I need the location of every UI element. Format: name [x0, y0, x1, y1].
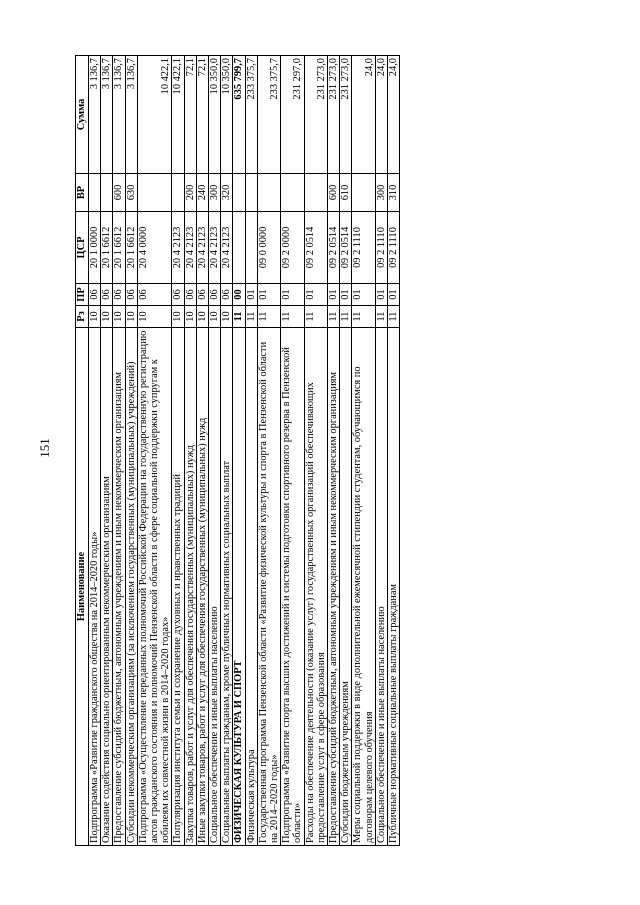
- cell-vr: 610: [340, 174, 352, 212]
- cell-rz: 10: [125, 306, 137, 328]
- cell-rz: 10: [101, 306, 113, 328]
- cell-sum: 24,0: [388, 56, 400, 174]
- table-row: [101, 56, 113, 846]
- cell-csr: 09 2 0514: [304, 212, 327, 284]
- cell-pr: 06: [125, 284, 137, 306]
- cell-name: Иные закупки товаров, работ и услуг для обеспечения государственных (муниципальных) нужд: [196, 328, 208, 846]
- cell-sum: 231 273,0: [340, 56, 352, 174]
- cell-rz: 11: [245, 306, 257, 328]
- cell-pr: 01: [388, 284, 400, 306]
- cell-rz: 11: [352, 306, 375, 328]
- cell-sum: 635 799,7: [233, 56, 245, 174]
- cell-pr: 01: [340, 284, 352, 306]
- cell-vr: [352, 174, 375, 212]
- table-row: [233, 56, 245, 846]
- cell-pr: 06: [89, 284, 101, 306]
- table-row: [137, 56, 172, 846]
- cell-vr: 300: [375, 174, 387, 212]
- cell-pr: 06: [113, 284, 125, 306]
- cell-sum: 10 422,1: [172, 56, 184, 174]
- cell-vr: [281, 174, 304, 212]
- cell-name: Популяризация института семьи и сохранение духовных и нравственных традиций: [172, 328, 184, 846]
- cell-rz: 10: [196, 306, 208, 328]
- cell-name: Социальные выплаты гражданам, кроме публичных нормативных социальных выплат: [221, 328, 233, 846]
- cell-vr: [233, 174, 245, 212]
- cell-name: Меры социальной поддержки в виде дополнительной ежемесячной стипендии студентам, обучающимся по договорам целевого обучения: [352, 328, 375, 846]
- cell-sum: 3 136,7: [89, 56, 101, 174]
- cell-csr: 09 2 0514: [340, 212, 352, 284]
- cell-csr: 09 0 0000: [257, 212, 280, 284]
- table-row: [328, 56, 340, 846]
- table-row: [281, 56, 304, 846]
- cell-name: Подпрограмма «Осуществление переданных полномочий Российской Федерации на государственную регистрацию актов гражданского состояния и полномочий Пензенской области в сфере социальной поддержки супругам к юбилеям их совместной жизни в 2014–2020 годах»: [137, 328, 172, 846]
- cell-sum: 231 273,0: [328, 56, 340, 174]
- cell-vr: [89, 174, 101, 212]
- cell-sum: 24,0: [352, 56, 375, 174]
- cell-pr: 06: [101, 284, 113, 306]
- page-number: 151: [37, 438, 52, 458]
- cell-rz: 10: [221, 306, 233, 328]
- table-body: [89, 56, 400, 846]
- cell-vr: 320: [221, 174, 233, 212]
- cell-csr: 20 1 6612: [125, 212, 137, 284]
- table-row: [304, 56, 327, 846]
- cell-rz: 11: [233, 306, 245, 328]
- cell-vr: [257, 174, 280, 212]
- cell-pr: 01: [257, 284, 280, 306]
- cell-pr: 00: [233, 284, 245, 306]
- cell-rz: 10: [113, 306, 125, 328]
- cell-rz: 10: [209, 306, 221, 328]
- cell-rz: 11: [281, 306, 304, 328]
- header-vr: ВР: [76, 174, 89, 212]
- cell-pr: 06: [172, 284, 184, 306]
- cell-sum: 231 273,0: [304, 56, 327, 174]
- cell-name: Физическая культура: [245, 328, 257, 846]
- cell-csr: 20 4 2123: [172, 212, 184, 284]
- table-row: [245, 56, 257, 846]
- cell-csr: 20 1 6612: [101, 212, 113, 284]
- cell-csr: 09 2 1110: [352, 212, 375, 284]
- cell-sum: 24,0: [375, 56, 387, 174]
- cell-pr: 01: [304, 284, 327, 306]
- cell-pr: 01: [281, 284, 304, 306]
- table-row: [209, 56, 221, 846]
- cell-sum: 10 422,1: [137, 56, 172, 174]
- cell-sum: 3 136,7: [113, 56, 125, 174]
- cell-name: Оказание содействия социально ориентированным некоммерческим организациям: [101, 328, 113, 846]
- table-header-row: [76, 56, 89, 846]
- cell-vr: 300: [209, 174, 221, 212]
- cell-vr: [101, 174, 113, 212]
- cell-name: Подпрограмма «Развитие спорта высших достижений и системы подготовки спортивного резерва в Пензенской области»: [281, 328, 304, 846]
- table-row: [375, 56, 387, 846]
- cell-csr: 20 4 2123: [196, 212, 208, 284]
- cell-pr: 01: [352, 284, 375, 306]
- cell-csr: 20 1 0000: [89, 212, 101, 284]
- header-csr: ЦСР: [76, 212, 89, 284]
- table-row: [221, 56, 233, 846]
- cell-name: Предоставление субсидий бюджетным, автономным учреждениям и иным некоммерческим организациям: [328, 328, 340, 846]
- cell-rz: 10: [89, 306, 101, 328]
- cell-rz: 11: [375, 306, 387, 328]
- cell-name: Предоставление субсидий бюджетным, автономным учреждениям и иным некоммерческим организациям: [113, 328, 125, 846]
- cell-rz: 11: [304, 306, 327, 328]
- cell-rz: 11: [340, 306, 352, 328]
- cell-name: Субсидии бюджетным учреждениям: [340, 328, 352, 846]
- table-row: [257, 56, 280, 846]
- cell-rz: 10: [184, 306, 196, 328]
- cell-vr: [245, 174, 257, 212]
- cell-name: Субсидии некоммерческим организациям (за исключением государственных (муниципальных) учреждений): [125, 328, 137, 846]
- cell-sum: 3 136,7: [101, 56, 113, 174]
- cell-csr: 20 4 0000: [137, 212, 172, 284]
- cell-csr: 09 2 1110: [375, 212, 387, 284]
- cell-sum: 231 297,0: [281, 56, 304, 174]
- cell-sum: 10 350,0: [209, 56, 221, 174]
- cell-pr: 06: [209, 284, 221, 306]
- header-pr: ПР: [76, 284, 89, 306]
- cell-name: Социальное обеспечение и иные выплаты населению: [375, 328, 387, 846]
- cell-sum: 233 375,7: [245, 56, 257, 174]
- cell-csr: 09 2 0514: [328, 212, 340, 284]
- rotated-page-content: [75, 56, 565, 846]
- cell-name: Публичные нормативные социальные выплаты гражданам: [388, 328, 400, 846]
- cell-sum: 10 350,0: [221, 56, 233, 174]
- cell-vr: [304, 174, 327, 212]
- cell-sum: 3 136,7: [125, 56, 137, 174]
- cell-vr: 200: [184, 174, 196, 212]
- budget-table: [75, 55, 400, 846]
- cell-csr: 20 4 2123: [221, 212, 233, 284]
- cell-sum: 72,1: [184, 56, 196, 174]
- cell-pr: 06: [137, 284, 172, 306]
- cell-csr: [233, 212, 245, 284]
- cell-name: Подпрограмма «Развитие гражданского общества на 2014–2020 годы»: [89, 328, 101, 846]
- table-row: [340, 56, 352, 846]
- cell-csr: 20 4 2123: [184, 212, 196, 284]
- cell-vr: 600: [328, 174, 340, 212]
- cell-rz: 10: [172, 306, 184, 328]
- table-row: [89, 56, 101, 846]
- cell-name: Государственная программа Пензенской области «Развитие физической культуры и спорта в Пензенской области на 2014–2020 годы»: [257, 328, 280, 846]
- cell-rz: 11: [328, 306, 340, 328]
- cell-rz: 11: [257, 306, 280, 328]
- table-row: [184, 56, 196, 846]
- cell-csr: 09 2 0000: [281, 212, 304, 284]
- cell-name: Расходы на обеспечение деятельности (оказание услуг) государственных организаций обеспечивающих предоставление услуг в сфере образования: [304, 328, 327, 846]
- cell-pr: 01: [375, 284, 387, 306]
- cell-vr: [137, 174, 172, 212]
- table-row: [172, 56, 184, 846]
- table-row: [125, 56, 137, 846]
- table-row: [113, 56, 125, 846]
- table-row: [352, 56, 375, 846]
- cell-pr: 01: [245, 284, 257, 306]
- cell-csr: 20 4 2123: [209, 212, 221, 284]
- cell-pr: 06: [221, 284, 233, 306]
- cell-rz: 11: [388, 306, 400, 328]
- header-name: Наименование: [76, 328, 89, 846]
- header-sum: Сумма: [76, 56, 89, 174]
- cell-name: ФИЗИЧЕСКАЯ КУЛЬТУРА И СПОРТ: [233, 328, 245, 846]
- cell-csr: 09 2 1110: [388, 212, 400, 284]
- cell-name: Социальное обеспечение и иные выплаты населению: [209, 328, 221, 846]
- header-rz: Рз: [76, 306, 89, 328]
- table-row: [388, 56, 400, 846]
- cell-vr: 600: [113, 174, 125, 212]
- cell-vr: 310: [388, 174, 400, 212]
- cell-pr: 01: [328, 284, 340, 306]
- cell-sum: 72,1: [196, 56, 208, 174]
- cell-csr: [245, 212, 257, 284]
- cell-pr: 06: [196, 284, 208, 306]
- cell-vr: 630: [125, 174, 137, 212]
- table-row: [196, 56, 208, 846]
- cell-csr: 20 1 6612: [113, 212, 125, 284]
- cell-vr: 240: [196, 174, 208, 212]
- cell-sum: 233 375,7: [257, 56, 280, 174]
- cell-name: Закупка товаров, работ и услуг для обеспечения государственных (муниципальных) нужд: [184, 328, 196, 846]
- cell-vr: [172, 174, 184, 212]
- cell-rz: 10: [137, 306, 172, 328]
- cell-pr: 06: [184, 284, 196, 306]
